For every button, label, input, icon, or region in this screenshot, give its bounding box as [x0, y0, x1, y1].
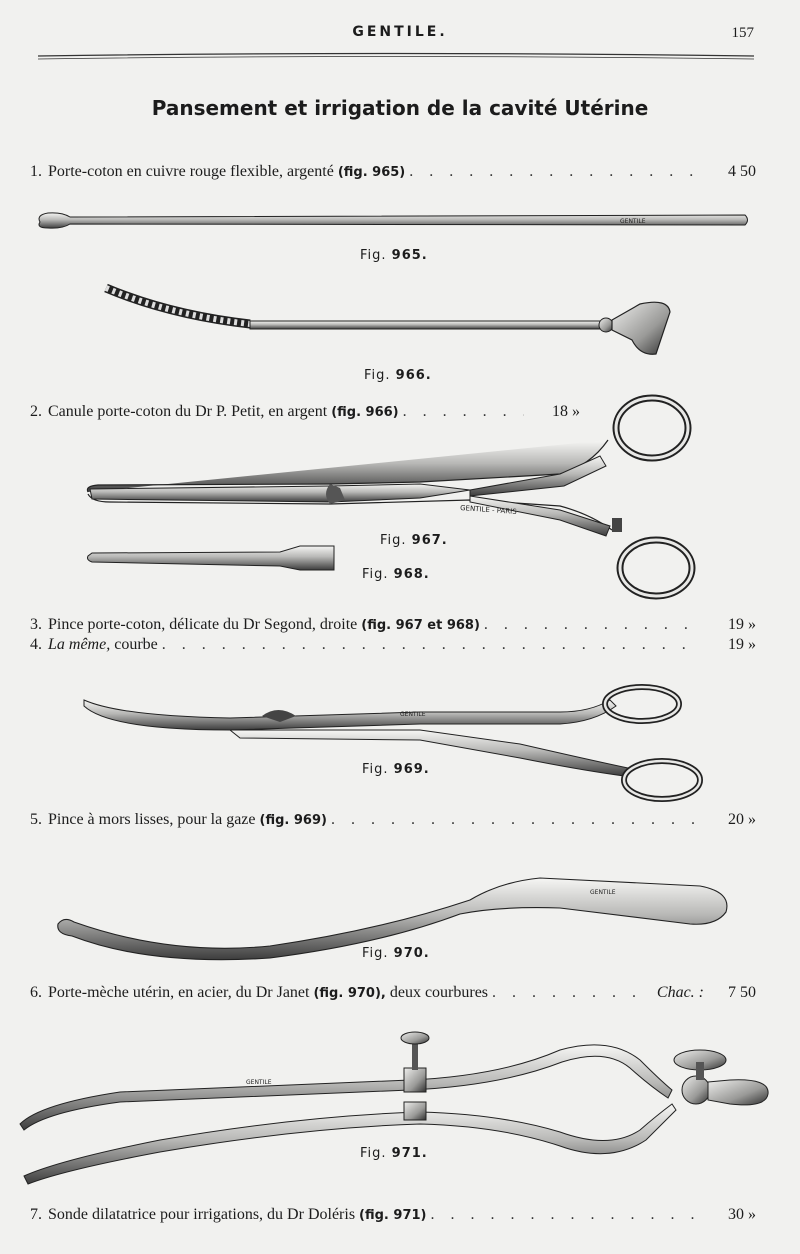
catalog-entry-6 [30, 984, 756, 1006]
running-head: GENTILE. [352, 24, 448, 40]
fig-970-engraving: GENTILE [590, 889, 616, 896]
entry-price: 19 » [728, 636, 756, 653]
caption-fig-970: Fig. 970. [362, 946, 430, 961]
leader-dots [430, 1206, 700, 1224]
leader-dots [484, 616, 700, 634]
entry-price: 20 » [728, 811, 756, 828]
catalog-entry-4 [30, 636, 756, 658]
leader-dots [331, 811, 700, 829]
caption-fig-969: Fig. 969. [362, 762, 430, 777]
leader-dots [409, 163, 700, 181]
entry-price: 4 50 [728, 163, 756, 180]
entry-italic-prefix: La même, [48, 636, 111, 653]
entry-number: 5. [30, 811, 42, 828]
caption-fig-965: Fig. 965. [360, 248, 428, 263]
entry-description: Porte-mèche utérin, en acier, du Dr Janet [48, 984, 310, 1001]
fig-967-engraving: GENTILE - PARIS [459, 504, 517, 516]
entry-number: 2. [30, 403, 42, 420]
entry-price: 7 50 [728, 984, 756, 1001]
catalog-entry-7 [30, 1206, 756, 1228]
entry-fig-ref: (fig. 970), [313, 986, 386, 1001]
entry-description: Canule porte-coton du Dr P. Petit, en argent [48, 403, 328, 420]
entry-number: 6. [30, 984, 42, 1001]
entry-note: Chac. : [656, 984, 704, 1001]
caption-fig-966: Fig. 966. [364, 368, 432, 383]
fig-968-tip-detail [88, 546, 335, 570]
entry-fig-ref: (fig. 967 et 968) [361, 618, 480, 633]
entry-description: Pince porte-coton, délicate du Dr Segond, droite [48, 616, 358, 633]
entry-description: courbe [114, 636, 158, 653]
entry-description: Sonde dilatatrice pour irrigations, du Dr Doléris [48, 1206, 356, 1223]
entry-price: 30 » [728, 1206, 756, 1223]
fig-971-engraving: GENTILE [246, 1079, 272, 1086]
entry-fig-ref: (fig. 969) [259, 813, 327, 828]
entry-description: Pince à mors lisses, pour la gaze [48, 811, 256, 828]
leader-dots [403, 403, 524, 421]
catalog-entry-3 [30, 616, 756, 638]
entry-number: 3. [30, 616, 42, 633]
catalog-entry-2 [30, 403, 580, 425]
caption-fig-971: Fig. 971. [360, 1146, 428, 1161]
entry-number: 7. [30, 1206, 42, 1223]
leader-dots [492, 984, 653, 1002]
entry-price: 19 » [728, 616, 756, 633]
catalog-entry-1 [30, 163, 756, 185]
fig-966-canule [106, 288, 670, 354]
entry-extra: deux courbures [389, 984, 489, 1001]
fig-971-sonde-doleris [20, 1032, 768, 1184]
catalog-entry-5 [30, 811, 756, 833]
fig-969-engraving: GENTILE [400, 711, 426, 718]
entry-fig-ref: (fig. 966) [331, 405, 399, 420]
caption-fig-968: Fig. 968. [362, 567, 430, 582]
fig-969-pince-gaze [84, 687, 700, 799]
entry-fig-ref: (fig. 971) [359, 1208, 427, 1223]
entry-description: Porte-coton en cuivre rouge flexible, argenté [48, 163, 334, 180]
fig-965-engraving: GENTILE [620, 218, 646, 225]
caption-fig-967: Fig. 967. [380, 533, 448, 548]
entry-price: 18 » [552, 403, 580, 420]
entry-fig-ref: (fig. 965) [337, 165, 406, 180]
entry-number: 1. [30, 163, 42, 180]
fig-965-porte-coton [39, 213, 748, 228]
section-title: Pansement et irrigation de la cavité Utérine [151, 96, 649, 120]
page-number: 157 [731, 25, 754, 41]
entry-number: 4. [30, 636, 42, 653]
leader-dots [162, 636, 700, 654]
